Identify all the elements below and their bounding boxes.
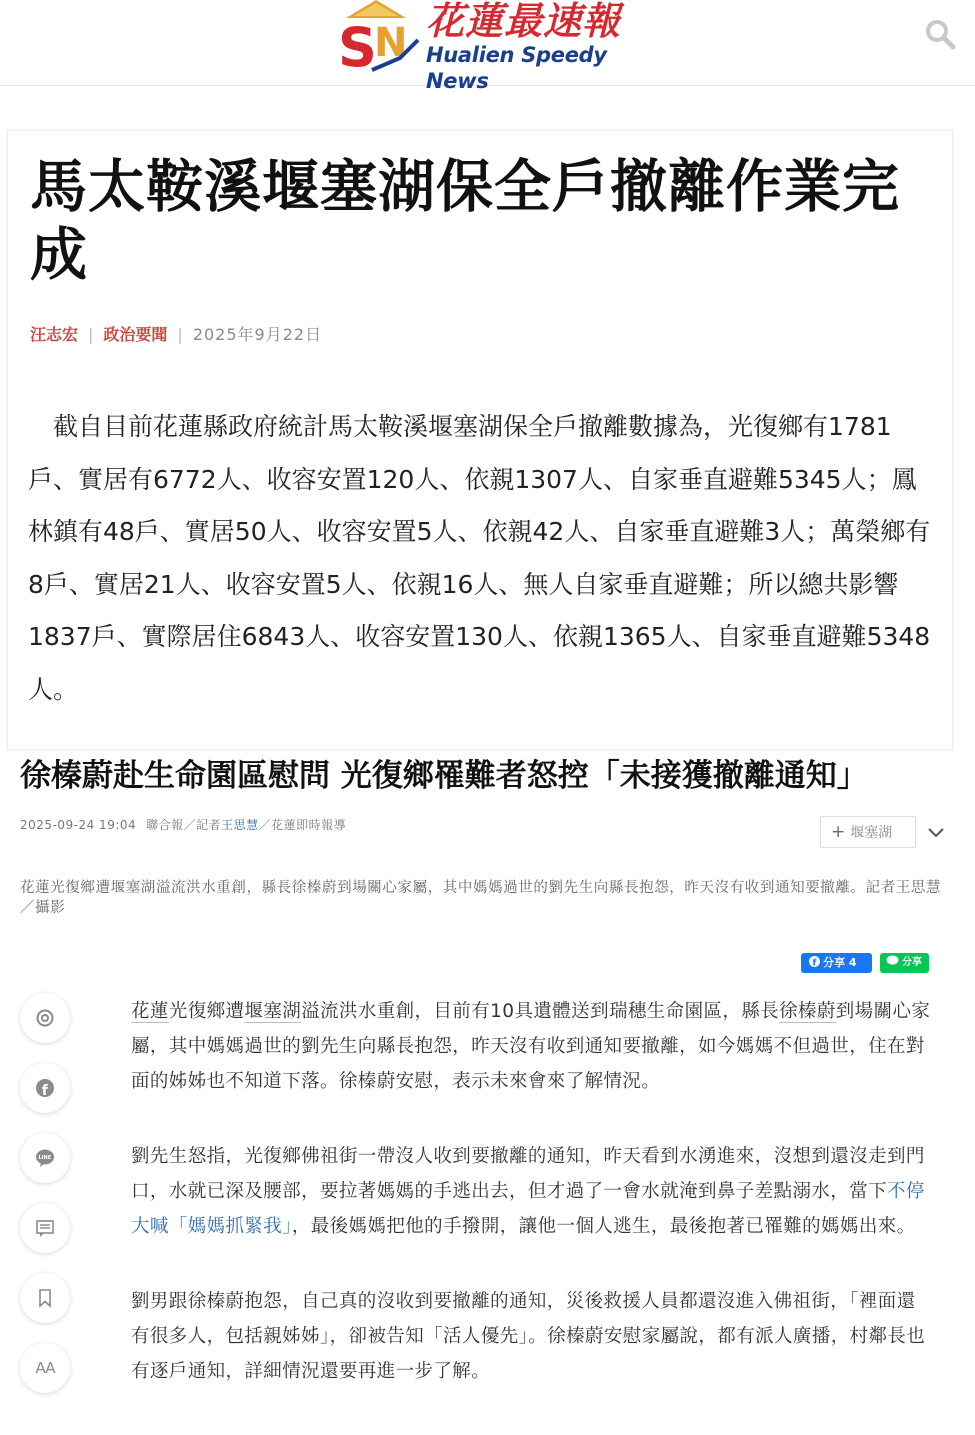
- highlight-link[interactable]: 不停大喊「媽媽抓緊我」: [131, 1181, 925, 1237]
- tag-label: 堰塞湖: [850, 825, 893, 841]
- article-card-evacuation: [7, 130, 953, 750]
- logo-chinese-text: 花蓮最速報: [426, 0, 622, 43]
- article-datetime: 2025-09-24 19:04: [20, 818, 137, 832]
- facebook-icon: [809, 956, 820, 967]
- comment-icon: [35, 1218, 55, 1238]
- paragraph-text: 光復鄉遭: [168, 1001, 245, 1022]
- line-icon: [35, 1148, 55, 1168]
- article-paragraph: [131, 1139, 931, 1244]
- site-header: [0, 0, 975, 93]
- font-size-button[interactable]: [20, 1343, 70, 1393]
- author-link[interactable]: 汪志宏: [30, 325, 79, 344]
- logo-english-text: Hualien Speedy News: [426, 43, 607, 93]
- svg-text:f: f: [812, 957, 817, 967]
- line-share-label: 分享: [902, 957, 922, 968]
- article-meta: [30, 323, 322, 347]
- meta-separator: |: [88, 325, 94, 344]
- facebook-share-button[interactable]: [801, 953, 872, 973]
- article-title: 徐榛蔚赴生命園區慰問 光復鄉罹難者怒控「未接獲撤離通知」: [20, 758, 868, 794]
- category-link[interactable]: 政治要聞: [103, 325, 168, 344]
- line-side-button[interactable]: [20, 1133, 70, 1183]
- tag-link-barrier-lake[interactable]: 堰塞湖: [244, 1001, 302, 1022]
- article-paragraph: 劉男跟徐榛蔚抱怨，自己真的沒收到要撤離的通知，災後救援人員都還沒進入佛祖街，「裡面還有很多人，包括親姊姊」，卻被告知「活人優先」。徐榛蔚安慰家屬說，都有派人廣播，村鄰長也有逐戶通知，詳細情況還要再進一步了解。: [131, 1291, 926, 1382]
- paragraph-text: 溢流洪水重創，目前有10具遺體送到瑞穗生命園區，縣長: [301, 1001, 780, 1022]
- site-logo[interactable]: [336, 0, 636, 93]
- facebook-icon: [35, 1078, 55, 1098]
- line-share-button[interactable]: [880, 953, 929, 973]
- reporter-link[interactable]: 王思慧: [221, 818, 259, 832]
- font-size-icon: AA: [35, 1359, 55, 1377]
- bookmark-button[interactable]: [20, 1273, 70, 1323]
- facebook-side-button[interactable]: [20, 1063, 70, 1113]
- svg-text:LINE: LINE: [38, 1155, 52, 1161]
- article-body: [131, 994, 931, 1429]
- paragraph-text: ，最後媽媽把他的手撥開，讓他一個人逃生，最後抱著已罹難的媽媽出來。: [291, 1216, 916, 1237]
- paragraph-text: 到場關心家屬，其中媽媽過世的劉先生向縣長抱怨，昨天沒有收到通知要撤離，如今媽媽不但過世，住在對面的姊姊也不知道下落。徐榛蔚安慰，表示未來會來了解情況。: [131, 1001, 931, 1092]
- comment-button[interactable]: [20, 1203, 70, 1253]
- plus-icon: +: [831, 822, 846, 842]
- photo-caption: 花蓮光復鄉遭堰塞湖溢流洪水重創，縣長徐榛蔚到場關心家屬，其中媽媽過世的劉先生向縣長抱怨，昨天沒有收到通知要撤離。記者王思慧／攝影: [20, 880, 942, 916]
- threads-share-button[interactable]: [20, 993, 70, 1043]
- source-prefix: 聯合報／記者: [146, 818, 222, 832]
- tag-link-magistrate[interactable]: 徐榛蔚: [779, 1001, 836, 1022]
- follow-tag-button[interactable]: [820, 816, 916, 848]
- search-icon: [924, 18, 956, 50]
- facebook-share-label: 分享 4: [823, 956, 857, 969]
- paragraph-text: 劉先生怒指，光復鄉佛祖街一帶沒人收到要撤離的通知，昨天看到水湧進來，沒想到還沒走到門口，水就已深及腰部，要拉著媽媽的手逃出去，但才過了一會水就淹到鼻子差點溺水，當下: [131, 1146, 925, 1202]
- svg-text:N: N: [374, 20, 408, 66]
- threads-icon: [35, 1008, 55, 1028]
- source-suffix: ／花蓮即時報導: [258, 818, 347, 832]
- svg-text:S: S: [338, 16, 377, 72]
- article-meta: [20, 816, 346, 834]
- svg-text:f: f: [41, 1083, 48, 1098]
- tag-link-hualien[interactable]: 花蓮: [131, 1001, 169, 1022]
- article-title: 馬太鞍溪堰塞湖保全戶撤離作業完成: [30, 154, 900, 288]
- chevron-down-icon[interactable]: [926, 822, 946, 842]
- bookmark-icon: [35, 1288, 55, 1308]
- article-paragraph: [131, 994, 931, 1099]
- search-button[interactable]: [924, 18, 956, 50]
- article-body: 截自目前花蓮縣政府統計馬太鞍溪堰塞湖保全戶撤離數據為，光復鄉有1781戶、實居有6772人、收容安置120人、依親1307人、自家垂直避難5345人；鳳林鎮有48戶、實居50人、收容安置5人、依親42人、自家垂直避難3人；萬榮鄉有8戶、實居21人、收容安置5人、依親16人、無人自家垂直避難；所以總共影響1837戶、實際居住6843人、收容安置130人、依親1365人、自家垂直避難5348人。: [28, 412, 931, 704]
- meta-separator: |: [177, 325, 183, 344]
- logo-mark-icon: [336, 0, 420, 72]
- article-date: 2025年9月22日: [192, 325, 323, 344]
- line-icon: [886, 955, 899, 966]
